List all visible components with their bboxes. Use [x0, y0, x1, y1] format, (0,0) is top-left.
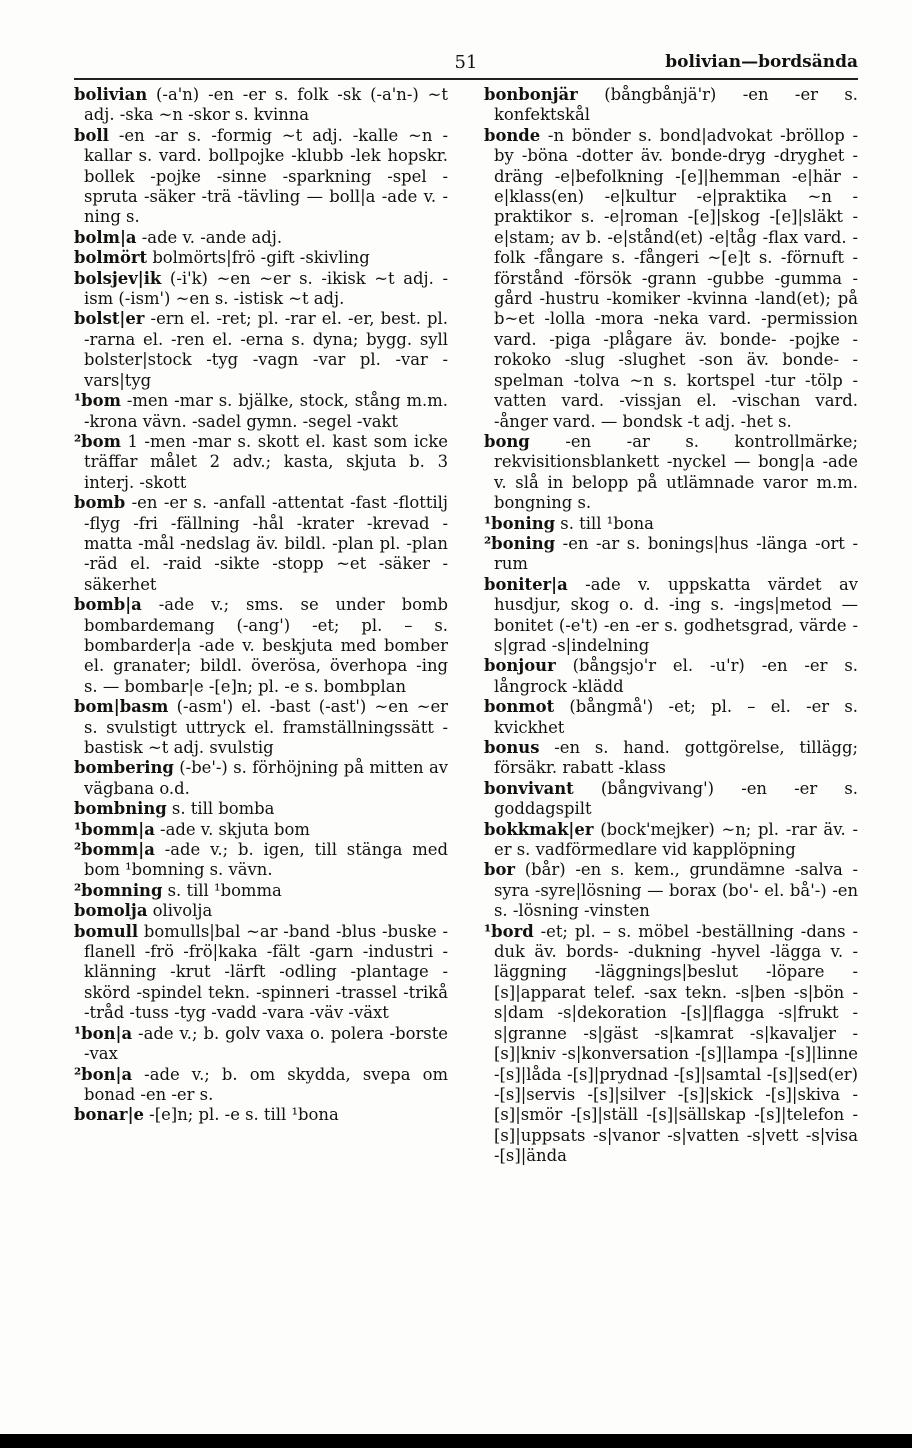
- dictionary-entry: bolm|a -ade v. -ande adj.: [74, 227, 283, 247]
- dictionary-entry: ²bomm|a -ade v.; b. igen, till stänga med bom ¹bomning s. vävn.: [74, 840, 448, 880]
- page-number: 51: [454, 52, 478, 73]
- dictionary-entry: bonvivant (bångvivang') -en -er s. goddagspilt: [484, 778, 858, 819]
- dictionary-entry: bor (bår) -en s. kem., grundämne -salva -syra -syre|lösning — borax (bo'- el. bå'-) -en s. -lösning -vinsten: [484, 860, 858, 921]
- dictionary-entry: bonde -n bönder s. bond|advokat -bröllop -by -böna -dotter äv. bonde-dryg -dryghet -dräng -e|befolkning -[e]|hemman -e|här -e|klass(en) -e|kultur -e|praktika ~n -praktikor s. -e|roman -[e]|skog -[e]|släkt -e|stam; av b. -e|stånd(et) -e|tåg -flax vard. -folk -fångare s. -fångeri ~[e]t s. -förnuft -förstånd -försök -grann -gubbe -gumma -gård -hustru -komiker -kvinna -land(et); på b~et -lolla -mora -neka vard. -permission vard. -piga -plågare äv. bonde- -pojke -rokoko -slug -slughet -son äv. bonde- -spelman -tolva ~n s. kortspel -tur -tölp -vatten vard. -vissjan el. -vischan vard. -ånger vard. — bondsk -t adj. -het s.: [484, 125, 858, 431]
- dictionary-entry: bonar|e -[e]n; pl. -e s. till ¹bona: [74, 1105, 339, 1125]
- dictionary-entry: bong -en -ar s. kontrollmärke; rekvisitionsblankett -nyckel — bong|a -ade v. slå in belopp på utlämnade varor m.m. bongning s.: [484, 431, 858, 513]
- dictionary-entry: boll -en -ar s. -formig ~t adj. -kalle ~n -kallar s. vard. bollpojke -klubb -lek hopskr. bollek -pojke -sinne -sparkning -spel -spruta -säker -trä -tävling — boll|a -ade v. -ning s.: [74, 125, 448, 227]
- dictionary-entry: bonmot (bångmå') -et; pl. – el. -er s. kvickhet: [484, 697, 858, 737]
- dictionary-entry: ¹bom -men -mar s. bjälke, stock, stång m.m. -krona vävn. -sadel gymn. -segel -vakt: [74, 391, 448, 431]
- dictionary-entry: bonus -en s. hand. gottgörelse, tillägg; försäkr. rabatt -klass: [484, 738, 858, 778]
- dictionary-entry: boniter|a -ade v. uppskatta värdet av husdjur, skog o. d. -ing s. -ings|metod — bonitet (-e't) -en -er s. godhetsgrad, värde -s|grad -s|indelning: [484, 574, 858, 655]
- dictionary-entry: ²boning -en -ar s. bonings|hus -länga -ort -rum: [484, 533, 858, 574]
- dictionary-entry: ¹bon|a -ade v.; b. golv vaxa o. polera -borste -vax: [74, 1023, 448, 1064]
- dictionary-entry: bonbonjär (bångbånjä'r) -en -er s. konfektskål: [484, 85, 858, 125]
- scan-edge-band: [0, 1434, 912, 1448]
- dictionary-entry: bolmört bolmörts|frö -gift -skivling: [74, 248, 370, 268]
- dictionary-entry: bolivian (-a'n) -en -er s. folk -sk (-a'n-) ~t adj. -ska ~n -skor s. kvinna: [74, 85, 448, 125]
- dictionary-entry: ¹boning s. till ¹bona: [484, 513, 654, 533]
- dictionary-entry: bolsjev|ik (-i'k) ~en ~er s. -ikisk ~t adj. -ism (-ism') ~en s. -istisk ~t adj.: [74, 268, 448, 309]
- left-column: [74, 85, 448, 1126]
- dictionary-entry: ¹bomm|a -ade v. skjuta bom: [74, 819, 310, 839]
- dictionary-entry: ²bon|a -ade v.; b. om skydda, svepa om bonad -en -er s.: [74, 1064, 448, 1104]
- page-header: [74, 52, 858, 78]
- dictionary-entry: bokkmak|er (bock'mejker) ~n; pl. -rar äv. -er s. vadförmedlare vid kapplöpning: [484, 819, 858, 860]
- dictionary-entry: bomolja olivolja: [74, 901, 213, 921]
- dictionary-entry: bomb -en -er s. -anfall -attentat -fast -flottilj -flyg -fri -fällning -hål -krater -krevad -matta -mål -nedslag äv. bildl. -plan pl. -plan -räd el. -raid -sikte -stopp ~et -säker -säkerhet: [74, 493, 448, 594]
- dictionary-entry: ²bomning s. till ¹bomma: [74, 880, 282, 900]
- dictionary-entry: bolst|er -ern el. -ret; pl. -rar el. -er, best. pl. -rarna el. -ren el. -erna s. dyna; bygg. syll bolster|stock -tyg -vagn -var pl. -var -vars|tyg: [74, 309, 448, 390]
- dictionary-entry: bombning s. till bomba: [74, 799, 275, 819]
- dictionary-entry: ¹bord -et; pl. – s. möbel -beställning -dans -duk äv. bords- -dukning -hyvel -lägga v. -läggning -läggnings|beslut -löpare -[s]|apparat telef. -sax tekn. -s|ben -s|bön -s|dam -s|dekoration -[s]|flagga -s|frukt -s|granne -s|gäst -s|kamrat -s|kavaljer -[s]|kniv -s|konversation -[s]|lampa -[s]|linne -[s]|låda -[s]|prydnad -[s]|samtal -[s]|sed(er) -[s]|servis -[s]|silver -[s]|skick -[s]|skiva -[s]|smör -[s]|ställ -[s]|sällskap -[s]|telefon -[s]|uppsats -s|vanor -s|vatten -s|vett -s|visa -[s]|ända: [484, 921, 858, 1166]
- dictionary-entry: bom|basm (-asm') el. -bast (-ast') ~en ~er s. svulstigt uttryck el. framställningssätt -bastisk ~t adj. svulstig: [74, 697, 448, 757]
- running-head: bolivian—bordsända: [665, 52, 858, 72]
- dictionary-entry: bonjour (bångsjo'r el. -u'r) -en -er s. långrock -klädd: [484, 656, 858, 696]
- dictionary-entry: bomull bomulls|bal ~ar -band -blus -buske -flanell -frö -frö|kaka -fält -garn -industri -klänning -krut -lärft -odling -plantage -skörd -spindel tekn. -spinneri -trassel -trikå -tråd -tuss -tyg -vadd -vara -väv -växt: [74, 921, 448, 1023]
- header-rule: [74, 78, 858, 80]
- dictionary-entry: bomb|a -ade v.; sms. se under bomb bombardemang (-ang') -et; pl. – s. bombarder|a -ade v. beskjuta med bomber el. granater; bildl. överösa, överhopa -ing s. — bombar|e -[e]n; pl. -e s. bombplan: [74, 595, 448, 696]
- right-column: [484, 85, 858, 1167]
- dictionary-entry: ²bom 1 -men -mar s. skott el. kast som icke träffar målet 2 adv.; kasta, skjuta b. 3 interj. -skott: [74, 431, 448, 492]
- dictionary-entry: bombering (-be'-) s. förhöjning på mitten av vägbana o.d.: [74, 758, 448, 798]
